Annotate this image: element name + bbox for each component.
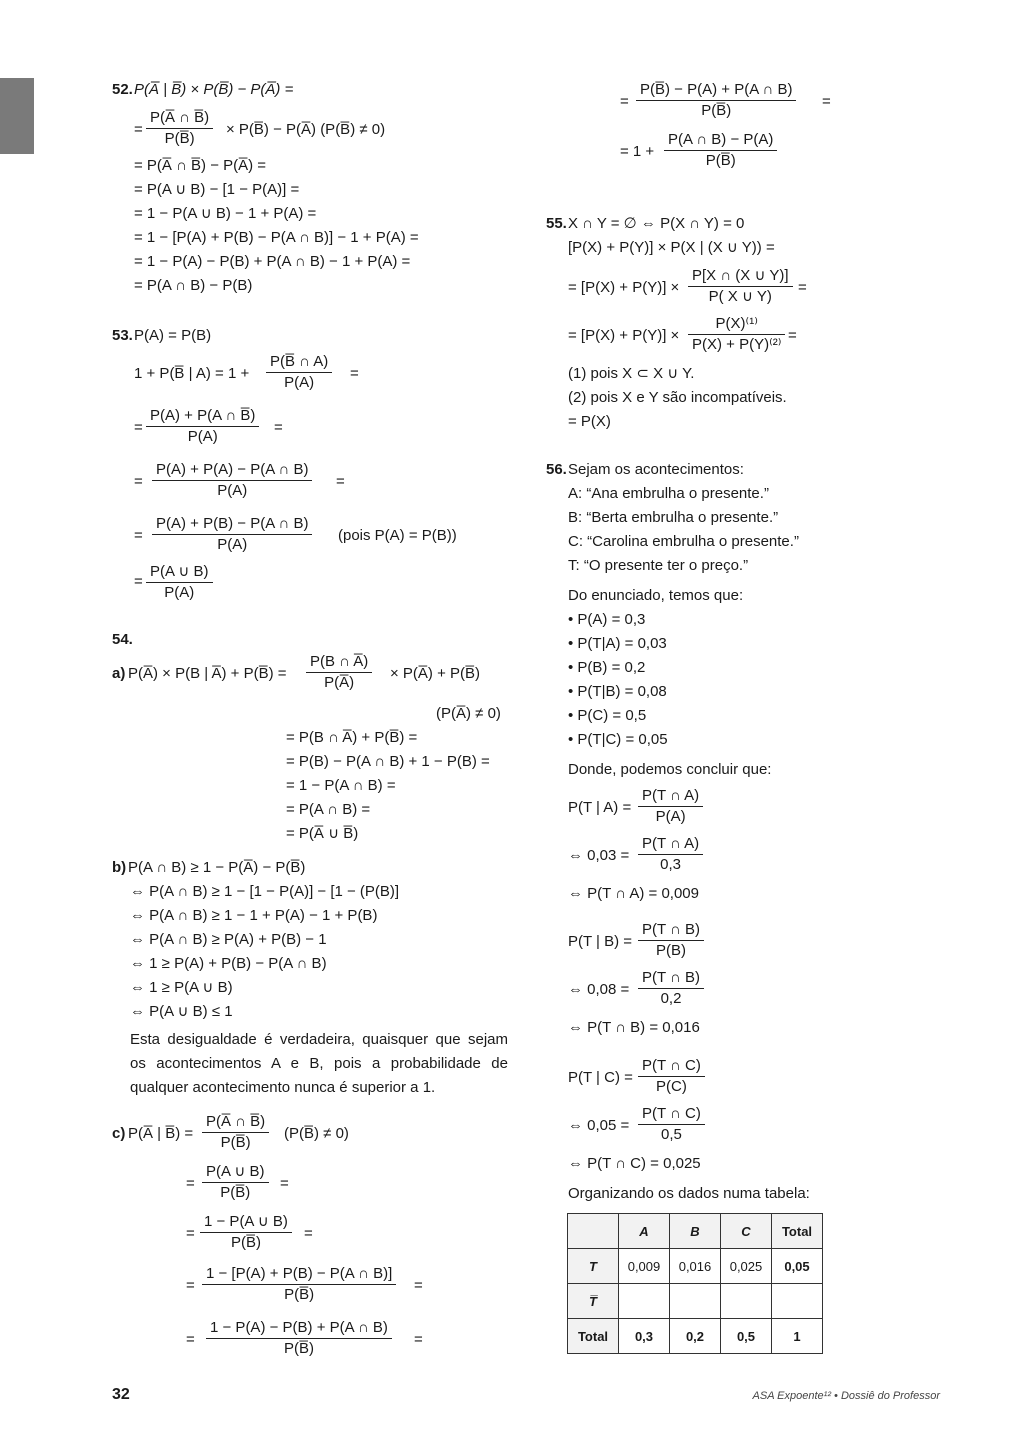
ex53-frac2: $\frac{P(A) + P(A \cap B̅)}{P(A)}$ bbox=[146, 406, 259, 447]
ex56-tc3: ⇔ P(T ∩ C) = 0,025 bbox=[568, 1155, 701, 1172]
ex54-c-frac4: $\frac{1 - [P(A) + P(B) - P(A \cap B)]}{P(B̅)}$ bbox=[202, 1264, 396, 1305]
ex52-line3: = P(A̅ ∩ B̅) − P(A̅) = bbox=[134, 157, 267, 174]
ex55-frac2: $\frac{\text{P(X)⁽¹⁾}}{\text{P(X) + P(Y)⁽²⁾}}$ bbox=[688, 314, 785, 355]
ex52-line8: = P(A ∩ B) − P(B) bbox=[134, 277, 253, 294]
ex53-frac4: $\frac{P(A) + P(B) - P(A \cap B)}{P(A)}$ bbox=[152, 514, 312, 555]
ex53-frac3: $\frac{P(A) + P(A) - P(A \cap B)}{P(A)}$ bbox=[152, 460, 312, 501]
table-cell: 0,009 bbox=[619, 1249, 670, 1284]
ex54-b-text: Esta desigualdade é verdadeira, quaisquer que sejam os acontecimentos A e B, pois a probabilidade de qualquer acontecimento nunca é superior a 1. bbox=[130, 1031, 508, 1096]
ex56-event-a: A: “Ana embrulha o presente.” bbox=[568, 485, 769, 502]
ex54-c-label: c) bbox=[112, 1125, 126, 1142]
ex54-a-line1-rest: × P(A̅) + P(B̅) bbox=[390, 665, 481, 682]
probability-table bbox=[567, 1213, 823, 1354]
ex54-b-line1: P(A ∩ B) ≥ 1 − P(A̅) − P(B̅) bbox=[128, 859, 306, 876]
table-cell: B bbox=[670, 1214, 721, 1249]
ex56-event-t: T: “O presente ter o preço.” bbox=[568, 557, 749, 574]
section-tab bbox=[0, 78, 34, 154]
ex56-tc: P(T | C) = bbox=[568, 1069, 633, 1086]
ex52-right-frac1: $\frac{P(B̅) - P(A) + P(A \cap B)}{P(B̅)}$ bbox=[636, 80, 796, 121]
ex56-tb2-frac: $\frac{P(T \cap B)}{0,2}$ bbox=[638, 968, 704, 1009]
ex52-right-frac2: $\frac{P(A \cap B) - P(A)}{P(B̅)}$ bbox=[664, 130, 777, 171]
ex56-event-b: B: “Berta embrulha o presente.” bbox=[568, 509, 779, 526]
ex56-given-item: • P(T|B) = 0,08 bbox=[568, 683, 667, 700]
ex53-line2: 1 + P(B̅ | A) = 1 + bbox=[134, 365, 250, 382]
table-cell: 1 bbox=[772, 1319, 823, 1354]
table-cell bbox=[568, 1214, 619, 1249]
ex52-r-eq2: = bbox=[822, 93, 831, 110]
table-cell: 0,5 bbox=[721, 1319, 772, 1354]
ex56-tc2: ⇔ 0,05 = bbox=[568, 1117, 630, 1134]
ex54-c-eq2b: = bbox=[280, 1175, 289, 1192]
ex54-b-label: b) bbox=[112, 859, 127, 876]
table-cell: T̅ bbox=[568, 1284, 619, 1319]
ex54-c-eq5: = bbox=[186, 1331, 195, 1348]
table-cell: 0,05 bbox=[772, 1249, 823, 1284]
ex53-eq1: = bbox=[350, 365, 359, 382]
ex53-note: (pois P(A) = P(B)) bbox=[338, 527, 457, 544]
ex52-line7: = 1 − P(A) − P(B) + P(A ∩ B) − 1 + P(A) = bbox=[134, 253, 411, 270]
ex55-note2: (2) pois X e Y são incompatíveis. bbox=[568, 389, 787, 406]
ex54-c-line1: P(A̅ | B̅) = bbox=[128, 1125, 194, 1142]
ex55-line3: = [P(X) + P(Y)] × bbox=[568, 279, 680, 296]
table-cell: C bbox=[721, 1214, 772, 1249]
ex54-c-frac3: $\frac{1 - P(A \cup B)}{P(B̅)}$ bbox=[200, 1212, 292, 1253]
ex56-ta-frac: $\frac{P(T \cap A)}{P(A)}$ bbox=[638, 786, 703, 827]
ex52-r-eq1: = bbox=[620, 93, 629, 110]
ex54-a-line6: = P(A ∩ B) = bbox=[286, 801, 371, 818]
ex54-a-line7: = P(A̅ ∪ B̅) bbox=[286, 825, 359, 842]
ex55-line1: X ∩ Y = ∅ ⇔ P(X ∩ Y) = 0 bbox=[568, 215, 745, 232]
ex54-a-cond: (P(A̅) ≠ 0) bbox=[436, 705, 501, 722]
ex55-line4: = [P(X) + P(Y)] × bbox=[568, 327, 680, 344]
table-cell bbox=[619, 1284, 670, 1319]
ex56-tc-frac: $\frac{P(T \cap C)}{P(C)}$ bbox=[638, 1056, 705, 1097]
ex54-b-line4: ⇔ P(A ∩ B) ≥ P(A) + P(B) − 1 bbox=[130, 931, 327, 948]
table-cell: 0,3 bbox=[619, 1319, 670, 1354]
table-row bbox=[568, 1284, 823, 1319]
ex52-eq: = bbox=[134, 121, 143, 138]
ex56-tc2-frac: $\frac{P(T \cap C)}{0,5}$ bbox=[638, 1104, 705, 1145]
ex52-line5: = 1 − P(A ∪ B) − 1 + P(A) = bbox=[134, 205, 317, 222]
table-cell: 0,025 bbox=[721, 1249, 772, 1284]
ex56-tb-frac: $\frac{P(T \cap B)}{P(B)}$ bbox=[638, 920, 704, 961]
ex53-eq4: = bbox=[134, 473, 143, 490]
ex52-line6: = 1 − [P(A) + P(B) − P(A ∩ B)] − 1 + P(A) = bbox=[134, 229, 419, 246]
ex56-given-item: • P(B) = 0,2 bbox=[568, 659, 646, 676]
table-cell: 0,2 bbox=[670, 1319, 721, 1354]
ex56-tb2: ⇔ 0,08 = bbox=[568, 981, 630, 998]
ex53-line1: P(A) = P(B) bbox=[134, 327, 212, 344]
ex53-eq3: = bbox=[274, 419, 283, 436]
ex54-c-frac2: $\frac{P(A \cup B)}{P(B̅)}$ bbox=[202, 1162, 269, 1203]
ex53-number: 53. bbox=[112, 327, 133, 344]
ex56-number: 56. bbox=[546, 461, 567, 478]
table-cell: Total bbox=[568, 1319, 619, 1354]
ex54-a-line5: = 1 − P(A ∩ B) = bbox=[286, 777, 396, 794]
ex54-c-eq4: = bbox=[186, 1277, 195, 1294]
ex56-intro: Sejam os acontecimentos: bbox=[568, 461, 744, 478]
ex53-frac5: $\frac{P(A \cup B)}{P(A)}$ bbox=[146, 562, 213, 603]
ex53-frac1: $\frac{P(B̅ \cap A)}{P(A)}$ bbox=[266, 352, 332, 393]
ex54-a-line4: = P(B) − P(A ∩ B) + 1 − P(B) = bbox=[286, 753, 490, 770]
ex54-b-line6: ⇔ 1 ≥ P(A ∪ B) bbox=[130, 979, 233, 996]
table-cell: T bbox=[568, 1249, 619, 1284]
ex52-r-eq3: = 1 + bbox=[620, 143, 655, 160]
table-cell bbox=[670, 1284, 721, 1319]
ex54-c-eq5b: = bbox=[414, 1331, 423, 1348]
ex53-eq6: = bbox=[134, 527, 143, 544]
table-cell bbox=[772, 1284, 823, 1319]
ex55-number: 55. bbox=[546, 215, 567, 232]
table-header-row bbox=[568, 1214, 823, 1249]
ex52-frac1: $\frac{P(A̅ \cap B̅)}{P(B̅)}$ bbox=[146, 108, 213, 149]
ex53-eq5: = bbox=[336, 473, 345, 490]
ex52-line2-rest: × P(B̅) − P(A̅) (P(B̅) ≠ 0) bbox=[226, 121, 386, 138]
table-cell bbox=[721, 1284, 772, 1319]
ex54-a-frac: $\frac{P(B \cap A̅)}{P(A̅)}$ bbox=[306, 652, 372, 693]
ex53-eq2: = bbox=[134, 419, 143, 436]
ex54-c-eq2: = bbox=[186, 1175, 195, 1192]
table-cell: A bbox=[619, 1214, 670, 1249]
ex56-given: Do enunciado, temos que: bbox=[568, 587, 744, 604]
ex54-b-line2: ⇔ P(A ∩ B) ≥ 1 − [1 − P(A)] − [1 − (P(B)] bbox=[130, 883, 400, 900]
ex56-conclude: Donde, podemos concluir que: bbox=[568, 761, 772, 778]
ex56-ta: P(T | A) = bbox=[568, 799, 632, 816]
ex55-frac1: $\frac{P[X \cap (X \cup Y)]}{P( X \cup Y)}$ bbox=[688, 266, 793, 307]
table-cell: Total bbox=[772, 1214, 823, 1249]
ex54-a-line1: P(A̅) × P(B | A̅) + P(B̅) = bbox=[128, 665, 287, 682]
ex52-line4: = P(A ∪ B) − [1 − P(A)] = bbox=[134, 181, 300, 198]
ex55-line2: [P(X) + P(Y)] × P(X | (X ∪ Y)) = bbox=[568, 239, 775, 256]
ex54-number: 54. bbox=[112, 631, 133, 648]
ex54-c-eq4b: = bbox=[414, 1277, 423, 1294]
ex56-given-item: • P(T|A) = 0,03 bbox=[568, 635, 667, 652]
ex54-c-cond: (P(B̅) ≠ 0) bbox=[284, 1125, 349, 1142]
ex52-line1: P(A̅ | B̅) × P(B̅) − P(A̅) = bbox=[134, 81, 294, 98]
ex52-number: 52. bbox=[112, 81, 133, 98]
ex55-eq2: = bbox=[788, 327, 797, 344]
ex54-b-line3: ⇔ P(A ∩ B) ≥ 1 − 1 + P(A) − 1 + P(B) bbox=[130, 907, 378, 924]
ex56-ta3: ⇔ P(T ∩ A) = 0,009 bbox=[568, 885, 699, 902]
ex56-given-item: • P(A) = 0,3 bbox=[568, 611, 646, 628]
ex54-b-line7: ⇔ P(A ∪ B) ≤ 1 bbox=[130, 1003, 233, 1020]
ex56-ta2: ⇔ 0,03 = bbox=[568, 847, 630, 864]
ex55-note1: (1) pois X ⊂ X ∪ Y. bbox=[568, 365, 695, 382]
ex56-event-c: C: “Carolina embrulha o presente.” bbox=[568, 533, 799, 550]
table-row bbox=[568, 1249, 823, 1284]
ex56-tb: P(T | B) = bbox=[568, 933, 633, 950]
table-cell: 0,016 bbox=[670, 1249, 721, 1284]
ex54-c-eq3b: = bbox=[304, 1225, 313, 1242]
ex56-given-item: • P(C) = 0,5 bbox=[568, 707, 647, 724]
ex56-ta2-frac: $\frac{P(T \cap A)}{0,3}$ bbox=[638, 834, 703, 875]
ex53-eq7: = bbox=[134, 573, 143, 590]
ex54-b-line5: ⇔ 1 ≥ P(A) + P(B) − P(A ∩ B) bbox=[130, 955, 327, 972]
ex55-result: = P(X) bbox=[568, 413, 611, 430]
ex54-c-frac1: $\frac{P(A̅ \cap B̅)}{P(B̅)}$ bbox=[202, 1112, 269, 1153]
brand-footer: ASA Expoente¹² • Dossiê do Professor bbox=[752, 1390, 940, 1402]
ex56-table-intro: Organizando os dados numa tabela: bbox=[568, 1185, 810, 1202]
table-row bbox=[568, 1319, 823, 1354]
ex54-c-frac5: $\frac{1 - P(A) - P(B) + P(A \cap B)}{P(B̅)}$ bbox=[206, 1318, 392, 1359]
ex54-a-line3: = P(B ∩ A̅) + P(B̅) = bbox=[286, 729, 418, 746]
page-number: 32 bbox=[112, 1386, 130, 1403]
ex54-c-eq3: = bbox=[186, 1225, 195, 1242]
ex54-a-label: a) bbox=[112, 665, 126, 682]
ex56-tb3: ⇔ P(T ∩ B) = 0,016 bbox=[568, 1019, 700, 1036]
ex55-eq1: = bbox=[798, 279, 807, 296]
ex56-given-item: • P(T|C) = 0,05 bbox=[568, 731, 668, 748]
